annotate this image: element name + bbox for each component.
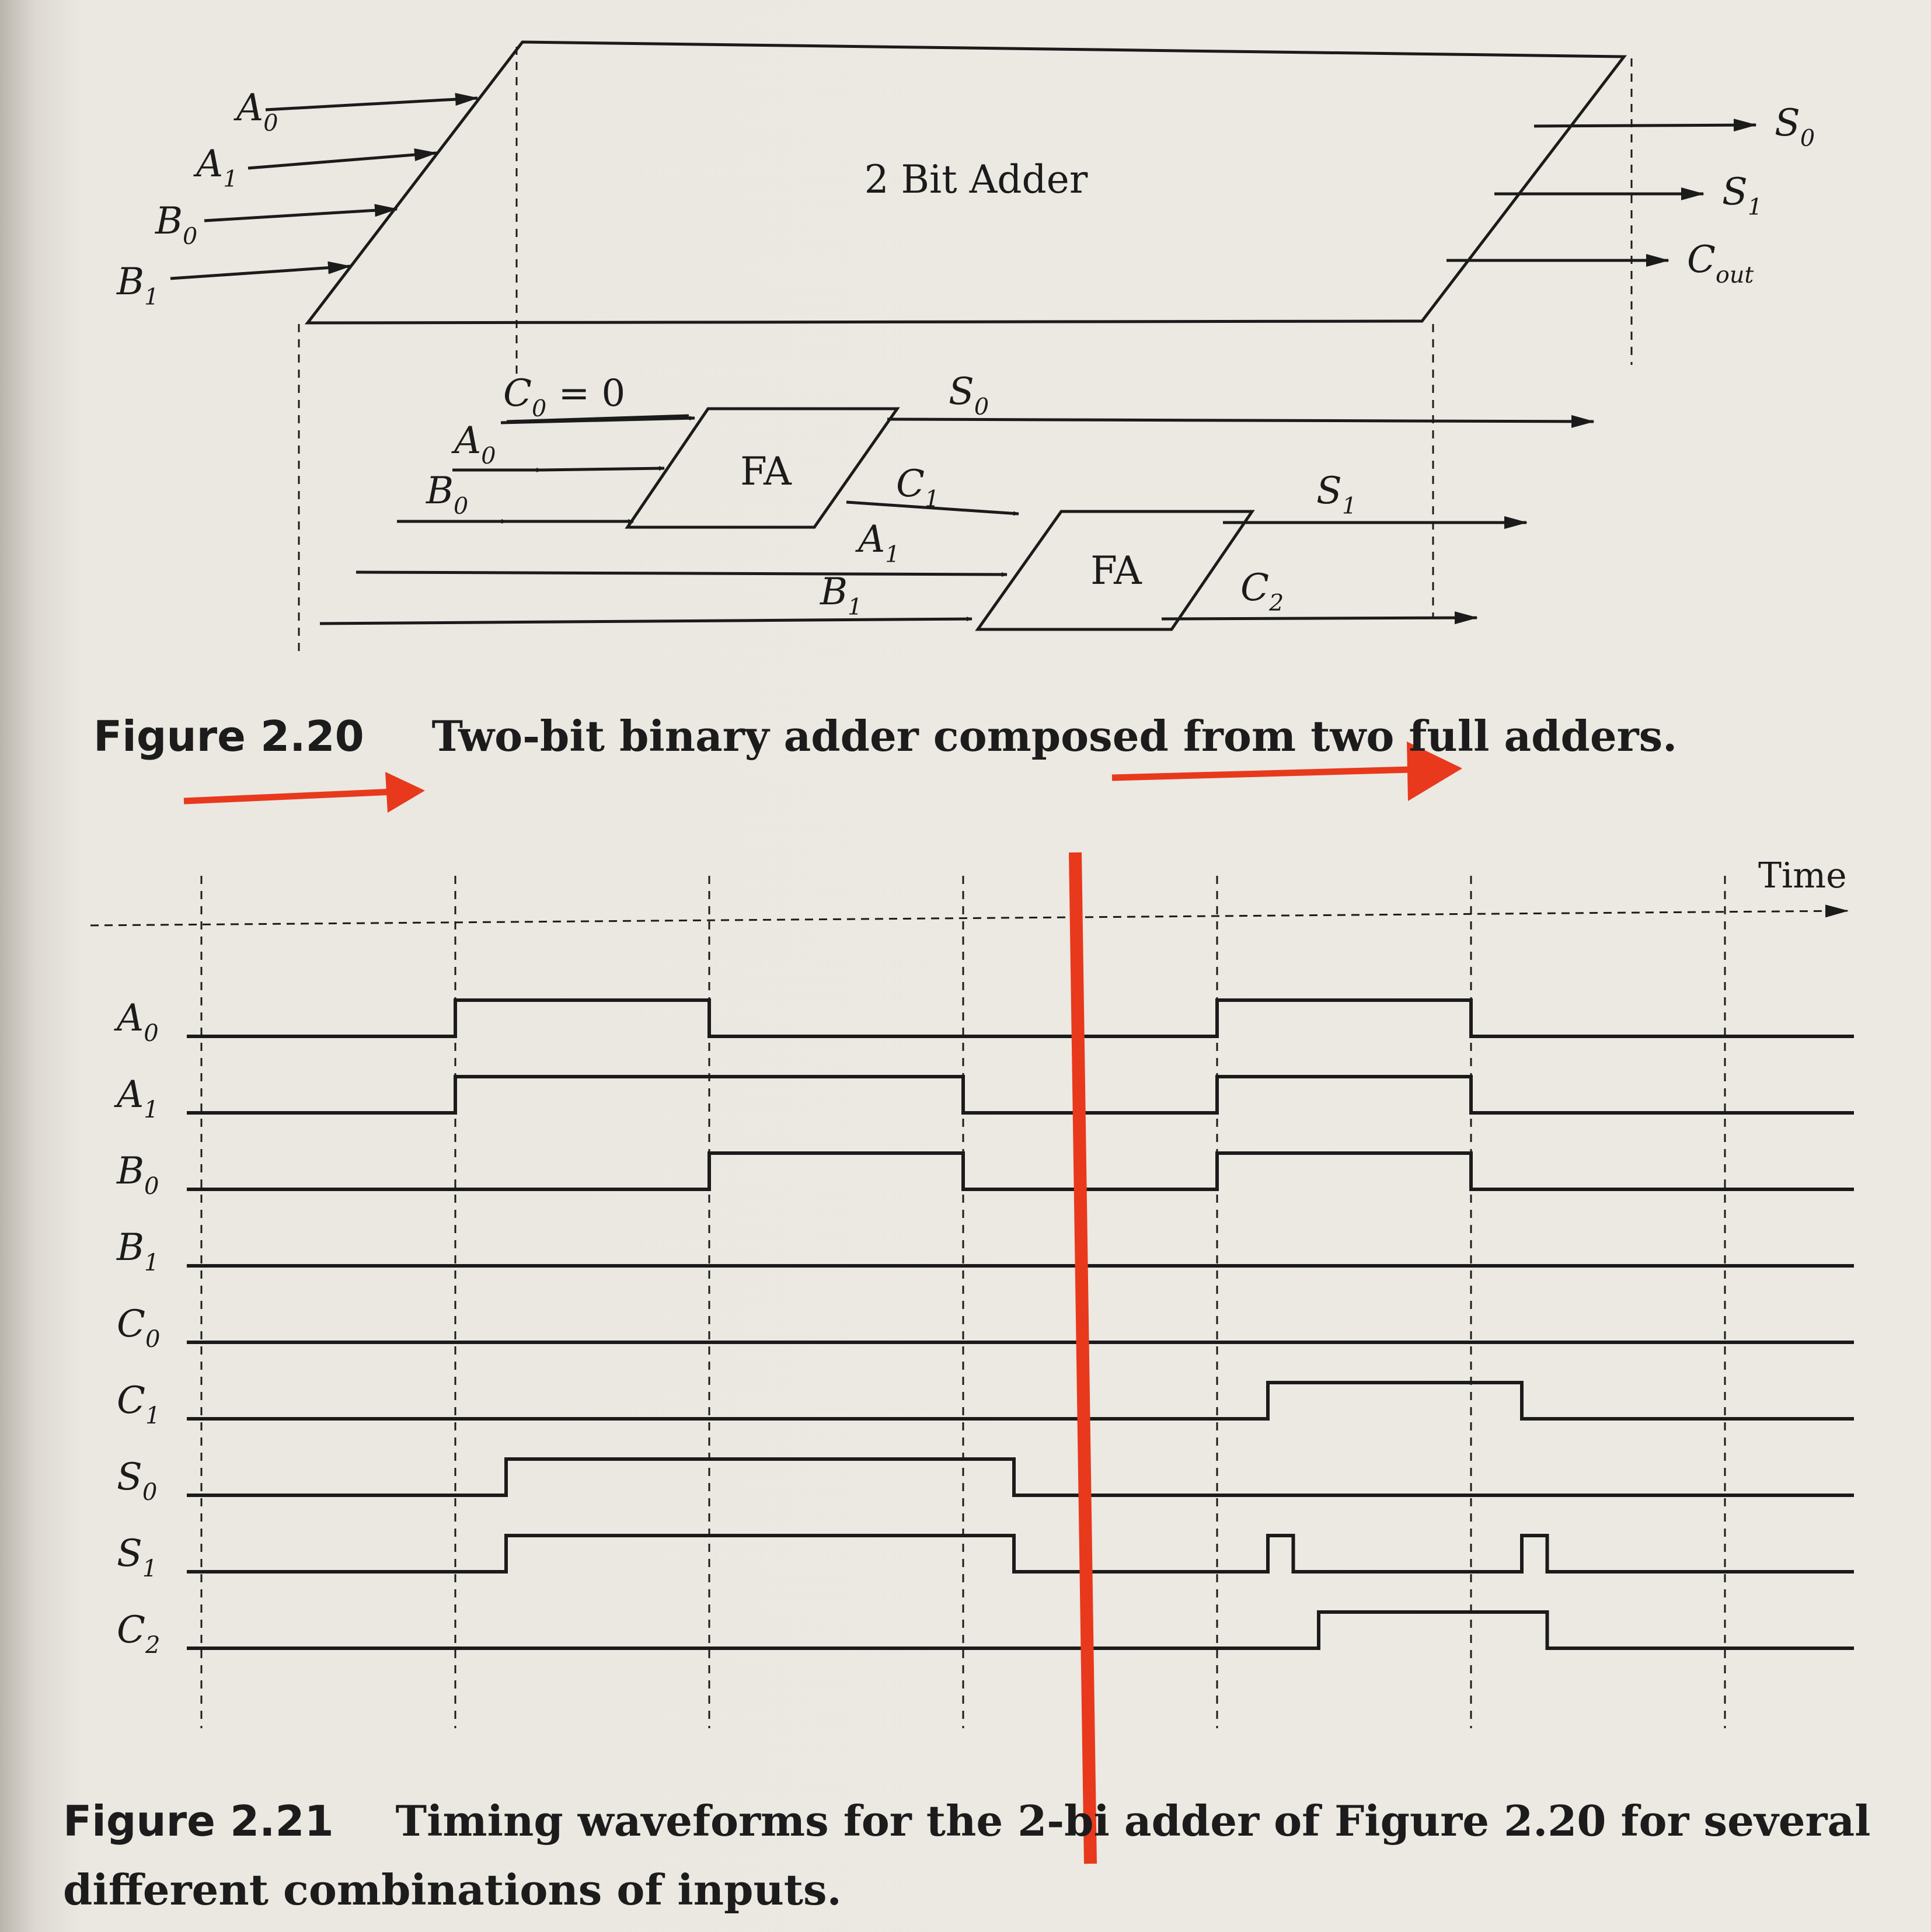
- svg-text:S1: [1316, 469, 1357, 520]
- red-arrow-left-head: [385, 772, 425, 813]
- label-a0-base: A: [454, 419, 482, 462]
- waveform-s1: [187, 1536, 1854, 1572]
- output-s0-arrow: [1534, 125, 1756, 126]
- waveform-label-b0: [116, 1150, 159, 1200]
- label-c1-sub: 1: [924, 486, 940, 513]
- figure-2-20-label: Figure 2.20: [93, 712, 364, 761]
- label-b1: [820, 570, 862, 621]
- time-axis: [90, 911, 1848, 925]
- input-b0-base: B: [155, 200, 183, 243]
- output-s0-label: [1775, 102, 1815, 152]
- label-s0: [949, 370, 989, 420]
- waveform-label-base: C: [117, 1303, 145, 1346]
- wire-fa1-in-mid: [542, 468, 664, 470]
- figure-2-21-caption-line1: [63, 1787, 1870, 1856]
- input-b1-sub: 1: [144, 284, 159, 311]
- svg-text:A0: [233, 86, 278, 137]
- output-s1-base: S: [1722, 170, 1748, 214]
- output-s1-sub: 1: [1747, 194, 1763, 221]
- svg-text:S0: [949, 370, 989, 420]
- red-arrow-left: [184, 792, 394, 801]
- figure-2-21-caption-line2: different combinations of inputs.: [63, 1865, 842, 1914]
- input-a0-base: A: [236, 86, 264, 130]
- waveform-a0: [187, 1000, 1854, 1036]
- waveform-label-s1: [117, 1532, 157, 1582]
- svg-text:B1: [116, 260, 159, 311]
- svg-text:A1: [193, 142, 238, 193]
- label-c2: [1240, 566, 1284, 617]
- figure-2-21-caption-text: Timing waveforms for the 2-bi adder of Figure 2.20 for several: [395, 1796, 1871, 1846]
- timing-diagram: [90, 855, 1854, 1728]
- label-a0-sub: 0: [481, 443, 496, 469]
- red-annotations: [184, 742, 1462, 1864]
- wire-c2-out: [1162, 618, 1477, 619]
- label-b0-sub: 0: [454, 493, 469, 520]
- label-a1: [855, 518, 900, 568]
- waveform-b0: [187, 1153, 1854, 1189]
- svg-text:B0: [155, 200, 197, 250]
- output-s1-label: [1722, 170, 1762, 221]
- waveform-label-sub: 0: [144, 1173, 159, 1200]
- figure-2-21-label: Figure 2.21: [63, 1797, 334, 1846]
- label-c2-sub: 2: [1268, 590, 1284, 617]
- label-a1-base: A: [858, 518, 886, 561]
- waveform-a1: [187, 1077, 1854, 1113]
- output-cout-base: C: [1687, 238, 1716, 281]
- red-arrow-right: [1112, 770, 1413, 778]
- waveform-label-c2: [117, 1609, 160, 1659]
- input-a0-label: [233, 86, 278, 137]
- waveform-label-b1: [116, 1226, 159, 1276]
- output-s0-sub: 0: [1800, 125, 1815, 152]
- input-b1-arrow: [170, 266, 350, 279]
- waveform-label-base: C: [117, 1609, 145, 1652]
- svg-text:C2: [1240, 566, 1284, 617]
- waveform-label-base: B: [117, 1226, 145, 1269]
- label-s1-sub: 1: [1341, 493, 1357, 520]
- waveform-label-a0: [114, 997, 159, 1047]
- waveform-label-sub: 1: [144, 1096, 159, 1123]
- input-a0-arrow: [266, 98, 477, 110]
- label-s0-sub: 0: [974, 394, 989, 420]
- waveform-label-base: S: [117, 1532, 142, 1575]
- label-b1-base: B: [820, 570, 848, 614]
- waveform-label-s0: [117, 1456, 157, 1506]
- svg-text:C0 = 0: [503, 372, 625, 422]
- waveform-c2: [187, 1612, 1854, 1648]
- label-c0-base: C: [503, 372, 532, 415]
- input-a1-sub: 1: [223, 166, 238, 193]
- label-b1-sub: 1: [848, 594, 863, 621]
- waveform-label-c0: [117, 1303, 160, 1353]
- waveform-label-a1: [114, 1073, 159, 1123]
- output-cout-sub: out: [1715, 262, 1754, 288]
- svg-text:S1: [1722, 170, 1762, 221]
- svg-text:Cout: [1687, 238, 1754, 288]
- label-s1-base: S: [1316, 469, 1342, 513]
- waveform-labels: [114, 997, 160, 1659]
- svg-text:A1: [855, 518, 900, 568]
- two-bit-adder-title: 2 Bit Adder: [864, 157, 1088, 202]
- wire-b1: [320, 619, 972, 624]
- svg-text:A0: [451, 419, 496, 469]
- waveform-label-sub: 1: [144, 1249, 159, 1276]
- wire-s0-out: [887, 419, 1594, 422]
- waveform-label-base: B: [117, 1150, 145, 1193]
- waveform-label-base: A: [117, 1073, 144, 1116]
- waveform-label-sub: 0: [142, 1479, 158, 1506]
- full-adder-2-label: FA: [1090, 548, 1142, 593]
- waveform-label-base: A: [117, 997, 144, 1040]
- red-vertical-line: [1075, 852, 1090, 1864]
- waveform-c1: [187, 1383, 1854, 1419]
- figure-2-21-caption: [63, 1787, 1870, 1924]
- input-b0-label: [155, 200, 197, 250]
- figure-2-20-caption-text: Two-bit binary adder composed from two full adders.: [431, 711, 1678, 761]
- label-b0: [426, 469, 468, 520]
- svg-text:C1: [896, 462, 939, 513]
- svg-text:B1: [820, 570, 862, 621]
- projection-dashes: [299, 47, 1632, 657]
- label-c0-suffix: = 0: [546, 372, 626, 415]
- waveforms: [187, 1000, 1854, 1648]
- label-a1-sub: 1: [885, 541, 900, 568]
- label-c1: [896, 462, 939, 513]
- waveform-label-sub: 0: [144, 1020, 159, 1047]
- label-c2-base: C: [1240, 566, 1269, 610]
- svg-text:S0: [1775, 102, 1815, 152]
- input-a0-sub: 0: [263, 110, 278, 137]
- label-c0-sub: 0: [531, 395, 547, 422]
- label-c0-eq: [503, 372, 625, 422]
- input-a1-base: A: [196, 142, 224, 186]
- waveform-label-sub: 1: [142, 1555, 158, 1582]
- waveform-s0: [187, 1459, 1854, 1495]
- label-a0: [451, 419, 496, 469]
- output-s0-base: S: [1775, 102, 1800, 145]
- waveform-label-base: C: [117, 1379, 145, 1422]
- waveform-label-c1: [117, 1379, 160, 1429]
- input-b1-label: [116, 260, 159, 311]
- waveform-label-base: S: [117, 1456, 142, 1499]
- label-s0-base: S: [949, 370, 974, 413]
- input-a1-arrow: [248, 153, 437, 168]
- waveform-label-sub: 2: [145, 1632, 161, 1659]
- waveform-label-sub: 0: [145, 1326, 161, 1353]
- time-axis-label: Time: [1758, 855, 1847, 896]
- input-b1-base: B: [117, 260, 145, 304]
- waveform-label-sub: 1: [145, 1402, 161, 1429]
- label-b0-base: B: [426, 469, 454, 513]
- svg-text:B0: [426, 469, 468, 520]
- output-cout-label: [1687, 238, 1754, 288]
- wire-a1: [356, 572, 1007, 575]
- full-adder-1-label: FA: [740, 449, 792, 494]
- label-c1-base: C: [896, 462, 925, 506]
- figure-2-20-caption: [93, 711, 1677, 761]
- label-s1: [1316, 469, 1357, 520]
- input-a1-label: [193, 142, 238, 193]
- time-markers: [201, 876, 1725, 1728]
- input-b0-arrow: [204, 209, 397, 221]
- input-b0-sub: 0: [183, 223, 198, 250]
